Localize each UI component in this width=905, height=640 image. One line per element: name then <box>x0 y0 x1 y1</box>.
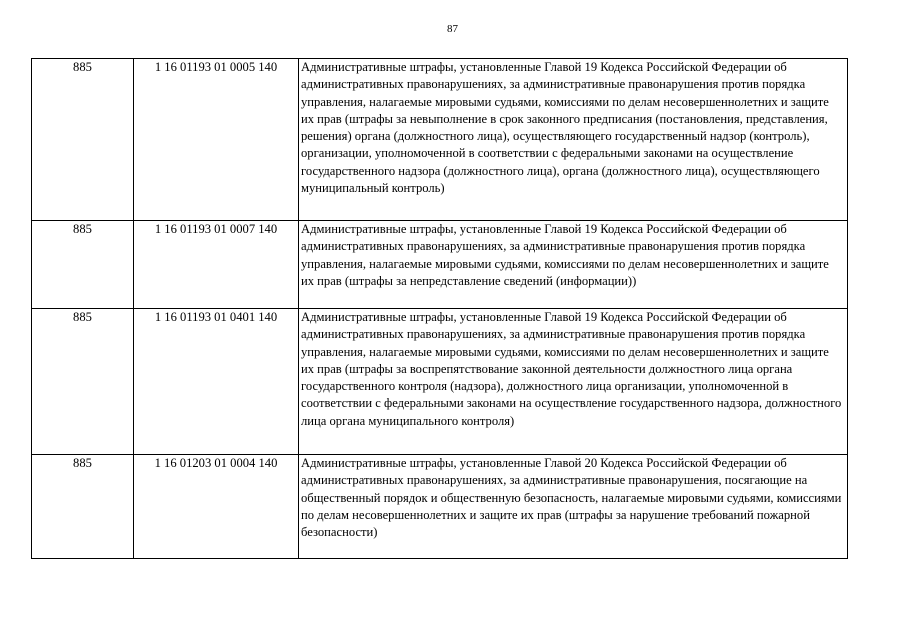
administrator-code-cell: 885 <box>32 59 134 221</box>
table-row <box>32 309 848 455</box>
administrator-code-cell: 885 <box>32 309 134 455</box>
income-description-cell: Административные штрафы, установленные Главой 19 Кодекса Российской Федерации об административных правонарушениях, за административные правонарушения против порядка управления, налагаемые мировыми судьями, комиссиями по делам несовершеннолетних и защите их прав (штрафы за невыполнение в срок законного предписания (постановления, представления, решения) органа (должностного лица), осуществляющего государственный надзор (контроль), организации, уполномоченной в соответствии с федеральными законами на осуществление государственного надзора (должностного лица), органа (должностного лица), осуществляющего муниципальный контроль) <box>299 59 848 221</box>
budget-classification-code-cell: 1 16 01193 01 0005 140 <box>134 59 299 221</box>
income-description-cell: Административные штрафы, установленные Главой 20 Кодекса Российской Федерации об административных правонарушениях, за административные правонарушения, посягающие на общественный порядок и общественную безопасность, налагаемые мировыми судьями, комиссиями по делам несовершеннолетних и защите их прав (штрафы за нарушение требований пожарной безопасности) <box>299 455 848 559</box>
budget-classification-code-cell: 1 16 01193 01 0401 140 <box>134 309 299 455</box>
page-number: 87 <box>447 23 458 35</box>
table-row <box>32 221 848 309</box>
administrator-code-cell: 885 <box>32 221 134 309</box>
income-description-cell: Административные штрафы, установленные Главой 19 Кодекса Российской Федерации об административных правонарушениях, за административные правонарушения против порядка управления, налагаемые мировыми судьями, комиссиями по делам несовершеннолетних и защите их прав (штрафы за воспрепятствование законной деятельности должностного лица органа государственного контроля (надзора), должностного лица организации, уполномоченной в соответствии с федеральными законами на осуществление государственного надзора, должностного лица органа муниципального контроля) <box>299 309 848 455</box>
administrator-code-cell: 885 <box>32 455 134 559</box>
budget-classification-code-cell: 1 16 01193 01 0007 140 <box>134 221 299 309</box>
budget-codes-table <box>31 58 848 559</box>
table-row <box>32 455 848 559</box>
income-description-cell: Административные штрафы, установленные Главой 19 Кодекса Российской Федерации об административных правонарушениях, за административные правонарушения против порядка управления, налагаемые мировыми судьями, комиссиями по делам несовершеннолетних и защите их прав (штрафы за непредставление сведений (информации)) <box>299 221 848 309</box>
budget-classification-code-cell: 1 16 01203 01 0004 140 <box>134 455 299 559</box>
table-row <box>32 59 848 221</box>
